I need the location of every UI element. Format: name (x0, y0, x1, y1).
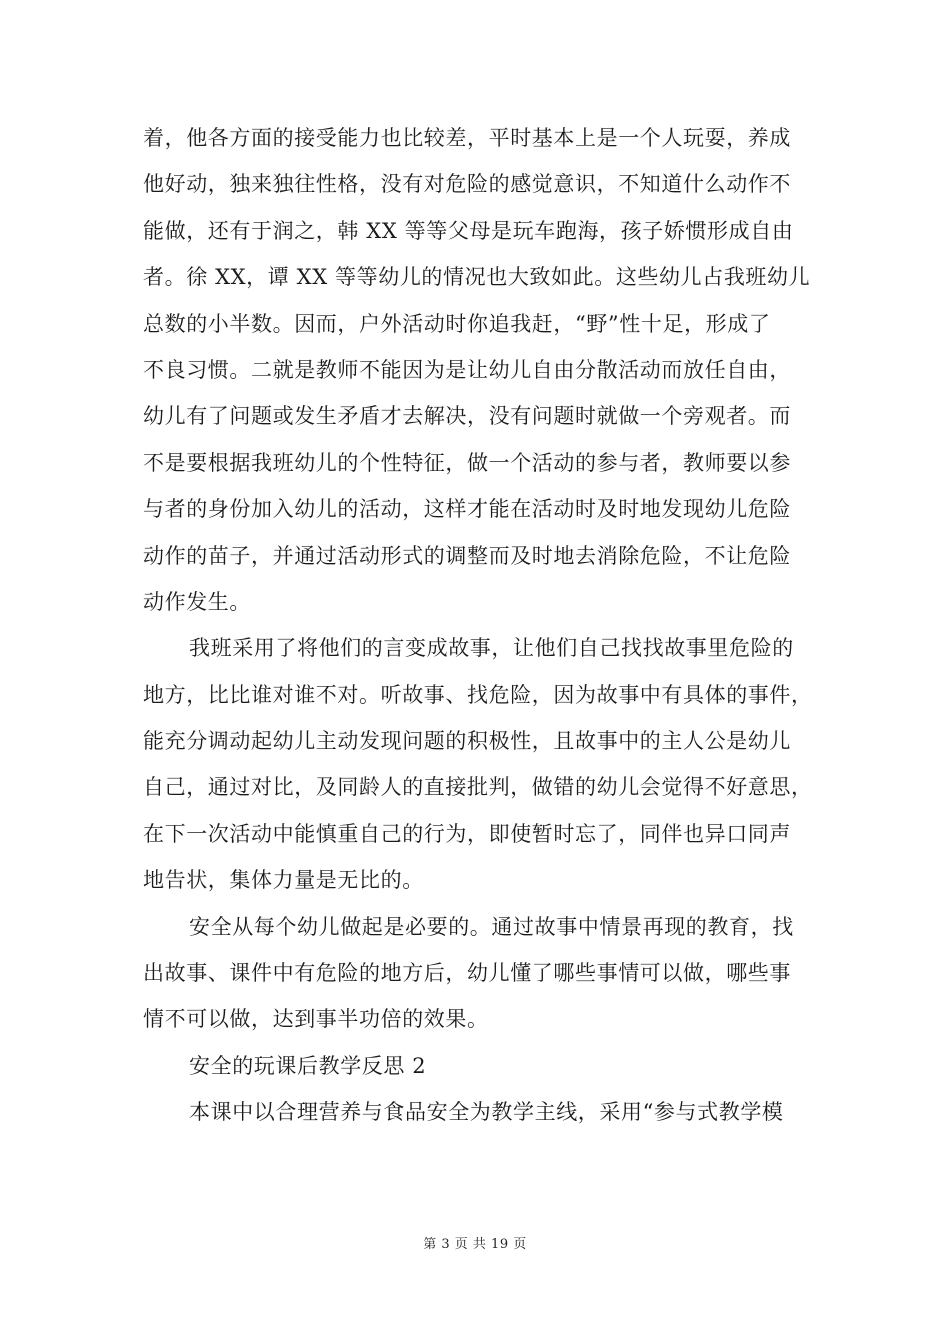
text-line: 总数的小半数。因而，户外活动时你追我赶，“野”性十足，形成了 (143, 311, 771, 336)
text-line: 在下一次活动中能慎重自己的行为，即使暂时忘了，同伴也异口同声 (143, 821, 791, 846)
text-line: 出故事、课件中有危险的地方后，幼儿懂了哪些事情可以做，哪些事 (143, 961, 791, 986)
paragraph-start-line: 安全从每个幼儿做起是必要的。通过故事中情景再现的教育，找 (189, 914, 794, 939)
text-line: 动作发生。 (143, 589, 251, 614)
text-line: 者。徐 XX，谭 XX 等等幼儿的情况也大致如此。这些幼儿占我班幼儿 (143, 265, 811, 290)
text-line: 地方，比比谁对谁不对。听故事、找危险，因为故事中有具体的事件， (143, 682, 813, 707)
text-line: 不是要根据我班幼儿的个性特征，做一个活动的参与者，教师要以参 (143, 450, 791, 475)
text-line: 情不可以做，达到事半功倍的效果。 (143, 1007, 489, 1032)
body-text (143, 115, 813, 1136)
text-line: 幼儿有了问题或发生矛盾才去解决，没有问题时就做一个旁观者。而 (143, 404, 791, 429)
section-heading: 安全的玩课后教学反思 2 (189, 1053, 427, 1078)
text-line: 着，他各方面的接受能力也比较差，平时基本上是一个人玩耍，养成 (143, 126, 791, 150)
text-line: 他好动，独来独往性格，没有对危险的感觉意识，不知道什么动作不 (143, 172, 791, 197)
text-line: 动作的苗子，并通过活动形式的调整而及时地去消除危险，不让危险 (143, 543, 791, 568)
text-line: 地告状，集体力量是无比的。 (143, 868, 424, 893)
text-line: 与者的身份加入幼儿的活动，这样才能在活动时及时地发现幼儿危险 (143, 497, 791, 522)
paragraph-start-line: 本课中以合理营养与食品安全为教学主线，采用“参与式教学模 (189, 1100, 784, 1125)
page-number-footer: 第 3 页 共 19 页 (423, 1237, 527, 1252)
text-line: 自己，通过对比，及同龄人的直接批判，做错的幼儿会觉得不好意思， (143, 775, 813, 800)
paragraph-start-line: 我班采用了将他们的言变成故事，让他们自己找找故事里危险的 (189, 636, 794, 661)
text-line: 不良习惯。二就是教师不能因为是让幼儿自由分散活动而放任自由， (143, 357, 791, 382)
text-line: 能充分调动起幼儿主动发现问题的积极性，且故事中的主人公是幼儿 (143, 729, 791, 754)
text-line: 能做，还有于润之，韩 XX 等等父母是玩车跑海，孩子娇惯形成自由 (143, 218, 794, 243)
